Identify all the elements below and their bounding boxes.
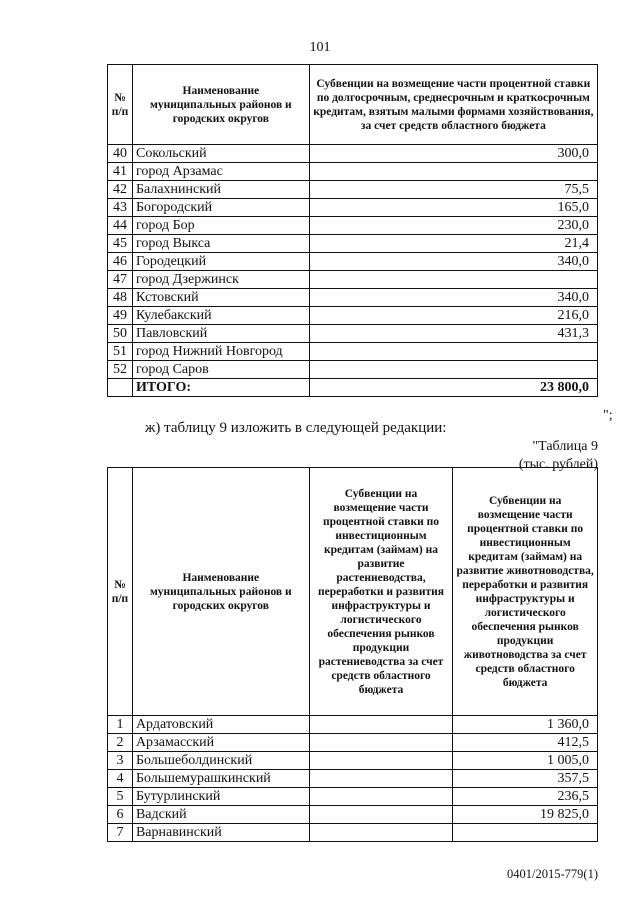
district-name: Кулебакский: [132, 307, 309, 325]
table-row: [108, 235, 598, 253]
table-row: [108, 145, 598, 163]
total-row: [108, 379, 598, 397]
district-name: город Дзержинск: [132, 271, 309, 289]
crop-subsidy-value: [309, 734, 453, 752]
total-value: 23 800,0: [309, 379, 597, 397]
row-number: 2: [108, 734, 133, 752]
district-name: Большемурашкинский: [132, 770, 309, 788]
row-number: 3: [108, 752, 133, 770]
subsidy-value: [309, 361, 597, 379]
subsidy-value: [309, 343, 597, 361]
subsidy-value: 165,0: [309, 199, 597, 217]
district-name: Балахнинский: [132, 181, 309, 199]
crop-subsidy-value: [309, 770, 453, 788]
livestock-subsidy-value: 412,5: [453, 734, 598, 752]
livestock-subsidy-value: 19 825,0: [453, 806, 598, 824]
livestock-subsidy-value: 1 005,0: [453, 752, 598, 770]
table-row: [108, 752, 598, 770]
row-number: 40: [108, 145, 133, 163]
subsidy-value: 230,0: [309, 217, 597, 235]
district-name: Бутурлинский: [132, 788, 309, 806]
row-number: 50: [108, 325, 133, 343]
district-name: Городецкий: [132, 253, 309, 271]
crop-subsidy-value: [309, 752, 453, 770]
closing-quote: ";: [603, 408, 613, 423]
table-row: [108, 181, 598, 199]
row-number: 4: [108, 770, 133, 788]
district-name: город Саров: [132, 361, 309, 379]
row-number: 43: [108, 199, 133, 217]
col-header-name: Наименование муниципальных районов и городских округов: [132, 468, 309, 716]
row-number: 41: [108, 163, 133, 181]
district-name: Вадский: [132, 806, 309, 824]
row-number: 7: [108, 824, 133, 842]
total-blank-cell: [108, 379, 133, 397]
district-name: Кстовский: [132, 289, 309, 307]
row-number: 1: [108, 716, 133, 734]
livestock-subsidy-value: 357,5: [453, 770, 598, 788]
table-row: [108, 163, 598, 181]
crop-subsidy-value: [309, 716, 453, 734]
subsidy-value: [309, 271, 597, 289]
crop-subsidy-value: [309, 788, 453, 806]
subsidy-value: 21,4: [309, 235, 597, 253]
subsidy-value: 431,3: [309, 325, 597, 343]
row-number: 46: [108, 253, 133, 271]
table-row: [108, 217, 598, 235]
table-row: [108, 788, 598, 806]
subsidy-value: 340,0: [309, 289, 597, 307]
intro-text: ж) таблицу 9 изложить в следующей редакции:: [145, 420, 447, 436]
row-number: 45: [108, 235, 133, 253]
district-name: Большеболдинский: [132, 752, 309, 770]
district-name: город Арзамас: [132, 163, 309, 181]
district-name: Сокольский: [132, 145, 309, 163]
table-units: (тыс. рублей): [518, 457, 598, 472]
document-code: 0401/2015-779(1): [507, 867, 598, 881]
table-row: [108, 307, 598, 325]
row-number: 44: [108, 217, 133, 235]
col-header-subsidy: Субвенции на возмещение части процентной ставки по долгосрочным, среднесрочным и краткосрочным кредитам, взятым малыми формами хозяйствования, за счет средств областного бюджета: [309, 65, 597, 145]
col-header-num: № п/п: [108, 65, 133, 145]
district-name: город Бор: [132, 217, 309, 235]
subsidy-table-1: [107, 64, 598, 397]
district-name: город Выкса: [132, 235, 309, 253]
crop-subsidy-value: [309, 824, 453, 842]
district-name: Варнавинский: [132, 824, 309, 842]
row-number: 42: [108, 181, 133, 199]
table-row: [108, 361, 598, 379]
table-row: [108, 289, 598, 307]
subsidy-value: 340,0: [309, 253, 597, 271]
table-row: [108, 770, 598, 788]
col-header-name: Наименование муниципальных районов и городских округов: [132, 65, 309, 145]
table-row: [108, 716, 598, 734]
row-number: 47: [108, 271, 133, 289]
subsidy-value: 75,5: [309, 181, 597, 199]
subsidy-value: 216,0: [309, 307, 597, 325]
row-number: 5: [108, 788, 133, 806]
row-number: 51: [108, 343, 133, 361]
table-row: [108, 325, 598, 343]
row-number: 48: [108, 289, 133, 307]
table-title: "Таблица 9: [532, 439, 598, 454]
district-name: город Нижний Новгород: [132, 343, 309, 361]
table-row: [108, 734, 598, 752]
table-row: [108, 806, 598, 824]
total-label: ИТОГО:: [132, 379, 309, 397]
table-row: [108, 199, 598, 217]
table-row: [108, 253, 598, 271]
crop-subsidy-value: [309, 806, 453, 824]
table-row: [108, 271, 598, 289]
table-row: [108, 343, 598, 361]
district-name: Павловский: [132, 325, 309, 343]
livestock-subsidy-value: 236,5: [453, 788, 598, 806]
page-number: 101: [309, 40, 331, 55]
col-header-livestock: Субвенции на возмещение части процентной ставки по инвестиционным кредитам (займам) на развитие животноводства, переработки и развития инфраструктуры и логистического обеспечения рынков продукции животноводства за счет средств областного бюджета: [453, 468, 598, 716]
district-name: Богородский: [132, 199, 309, 217]
table-row: [108, 824, 598, 842]
row-number: 49: [108, 307, 133, 325]
district-name: Арзамасский: [132, 734, 309, 752]
row-number: 6: [108, 806, 133, 824]
district-name: Ардатовский: [132, 716, 309, 734]
col-header-crop: Субвенции на возмещение части процентной ставки по инвестиционным кредитам (займам) на развитие растениеводства, переработки и развития инфраструктуры и логистического обеспечения рынков продукции растениеводства за счет средств областного бюджета: [309, 468, 453, 716]
subsidy-table-9: [107, 467, 598, 842]
livestock-subsidy-value: [453, 824, 598, 842]
livestock-subsidy-value: 1 360,0: [453, 716, 598, 734]
col-header-num: № п/п: [108, 468, 133, 716]
row-number: 52: [108, 361, 133, 379]
subsidy-value: [309, 163, 597, 181]
subsidy-value: 300,0: [309, 145, 597, 163]
